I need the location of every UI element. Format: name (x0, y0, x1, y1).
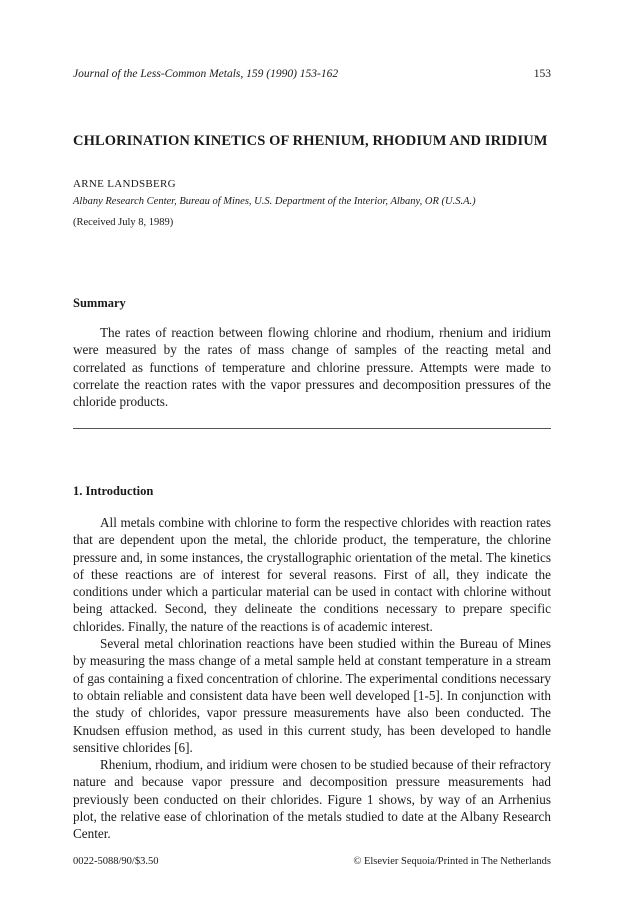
summary-paragraph: The rates of reaction between flowing chlorine and rhodium, rhenium and iridium were measured by the rates of mass change of samples of the reacting metal and correlated as functions of temperature and chlorine pressure. Attempts were made to correlate the reaction rates with the vapor pressures and decomposition pressures of the chloride products. (73, 325, 551, 410)
footer-copyright: © Elsevier Sequoia/Printed in The Netherlands (353, 856, 551, 867)
running-header-journal: Journal of the Less-Common Metals, 159 (1990) 153-162 (73, 68, 339, 80)
page-number: 153 (533, 68, 551, 80)
introduction-body (73, 514, 551, 843)
introduction-paragraph-3: Rhenium, rhodium, and iridium were chosen to be studied because of their refractory nature and because vapor pressure and decomposition pressure measurements had previously been conducted on their chlorides. Figure 1 shows, by way of an Arrhenius plot, the relative ease of chlorination of the metals studied to date at the Albany Research Center. (73, 757, 551, 842)
section-divider (73, 428, 551, 429)
summary-heading: Summary (73, 296, 126, 310)
author-affiliation: Albany Research Center, Bureau of Mines, U.S. Department of the Interior, Albany, OR (U.S.A.) (73, 196, 476, 207)
author-name: ARNE LANDSBERG (73, 178, 176, 190)
footer-code: 0022-5088/90/$3.50 (73, 856, 159, 867)
introduction-paragraph-2: Several metal chlorination reactions have been studied within the Bureau of Mines by measuring the mass change of a metal sample held at constant temperature in a stream of gas containing a fixed concentration of chlorine. The experimental conditions necessary to obtain reliable and consistent data have been well developed [1-5]. In conjunction with the study of chlorides, vapor pressure measurements have also been conducted. The Knudsen effusion method, as used in this current study, has been developed to handle sensitive chlorides [6]. (73, 636, 552, 755)
introduction-heading: 1. Introduction (73, 484, 154, 498)
introduction-paragraph-1: All metals combine with chlorine to form the respective chlorides with reaction rates that are dependent upon the metal, the chloride product, the temperature, the chlorine pressure and, in some instances, the crystallographic orientation of the metal. The kinetics of these reactions are of interest for several reasons. First of all, they indicate the conditions under which a particular material can be used in contact with chlorine without being attacked. Second, they delineate the conditions necessary to prepare specific chlorides. Finally, the nature of the reactions is of academic interest. (73, 515, 551, 634)
article-title: CHLORINATION KINETICS OF RHENIUM, RHODIUM AND IRIDIUM (73, 133, 548, 149)
summary-body (73, 324, 551, 410)
received-date: (Received July 8, 1989) (73, 217, 174, 228)
